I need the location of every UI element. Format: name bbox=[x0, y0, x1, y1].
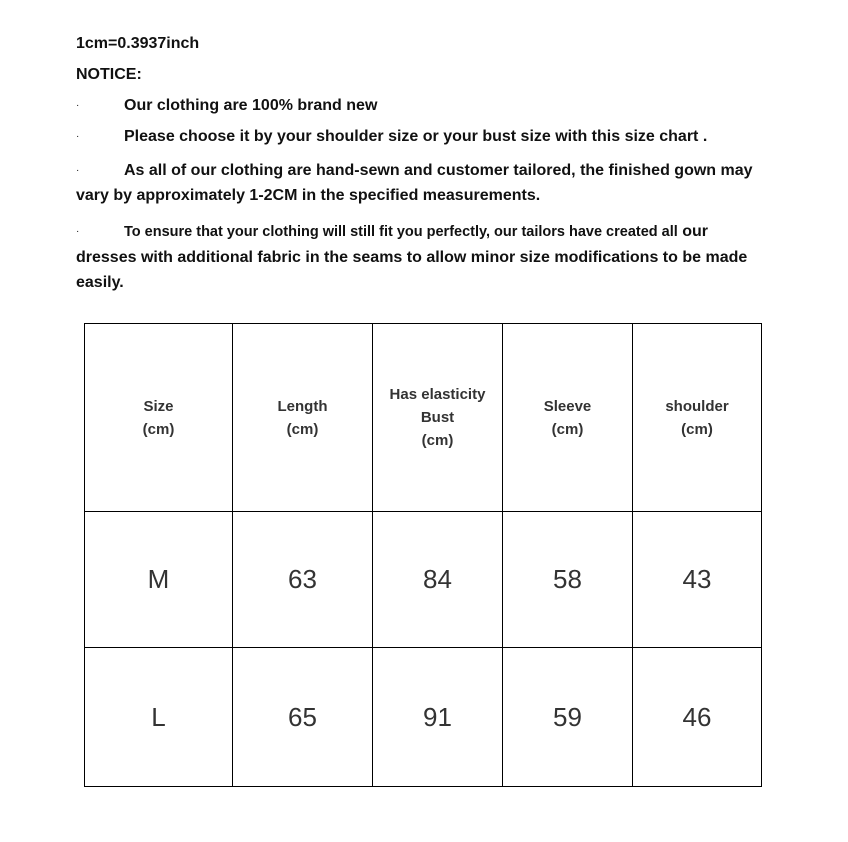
bullet-dot: · bbox=[76, 226, 80, 237]
cell-size: L bbox=[85, 648, 233, 787]
cell-shoulder: 43 bbox=[633, 512, 762, 648]
header-shoulder: shoulder (cm) bbox=[633, 324, 762, 512]
size-chart-table bbox=[84, 323, 762, 787]
cell-length: 65 bbox=[233, 648, 373, 787]
notice-bullet-1 bbox=[76, 96, 756, 116]
cell-bust: 84 bbox=[373, 512, 503, 648]
table-row bbox=[85, 512, 762, 648]
bullet-text: As all of our clothing are hand-sewn and customer tailored, the finished gown may vary by approximately 1-2CM in the specified measurements. bbox=[76, 162, 753, 204]
header-length: Length (cm) bbox=[233, 324, 373, 512]
bullet-text-small: To ensure that your clothing will still fit you perfectly, our tailors have created all bbox=[124, 224, 678, 240]
bullet-dot: · bbox=[76, 165, 80, 176]
cell-shoulder: 46 bbox=[633, 648, 762, 787]
bullet-dot: · bbox=[76, 131, 80, 142]
notice-heading: NOTICE: bbox=[76, 66, 142, 83]
header-sleeve: Sleeve (cm) bbox=[503, 324, 633, 512]
table-header-row bbox=[85, 324, 762, 512]
cell-sleeve: 58 bbox=[503, 512, 633, 648]
header-size: Size (cm) bbox=[85, 324, 233, 512]
notice-bullet-2 bbox=[76, 127, 756, 147]
unit-conversion: 1cm=0.3937inch bbox=[76, 35, 200, 52]
bullet-text: Our clothing are 100% brand new bbox=[124, 97, 378, 114]
cell-size: M bbox=[85, 512, 233, 648]
notice-bullet-3 bbox=[76, 158, 756, 208]
header-bust: Has elasticity Bust (cm) bbox=[373, 324, 503, 512]
notice-section bbox=[76, 34, 756, 295]
notice-bullet-4 bbox=[76, 219, 756, 295]
bullet-text: Please choose it by your shoulder size or your bust size with this size chart . bbox=[124, 128, 708, 145]
cell-length: 63 bbox=[233, 512, 373, 648]
cell-bust: 91 bbox=[373, 648, 503, 787]
bullet-text: our dresses with additional fabric in the seams to allow minor size modifications to be made easily. bbox=[76, 223, 748, 291]
bullet-dot: · bbox=[76, 100, 80, 111]
table-row bbox=[85, 648, 762, 787]
cell-sleeve: 59 bbox=[503, 648, 633, 787]
